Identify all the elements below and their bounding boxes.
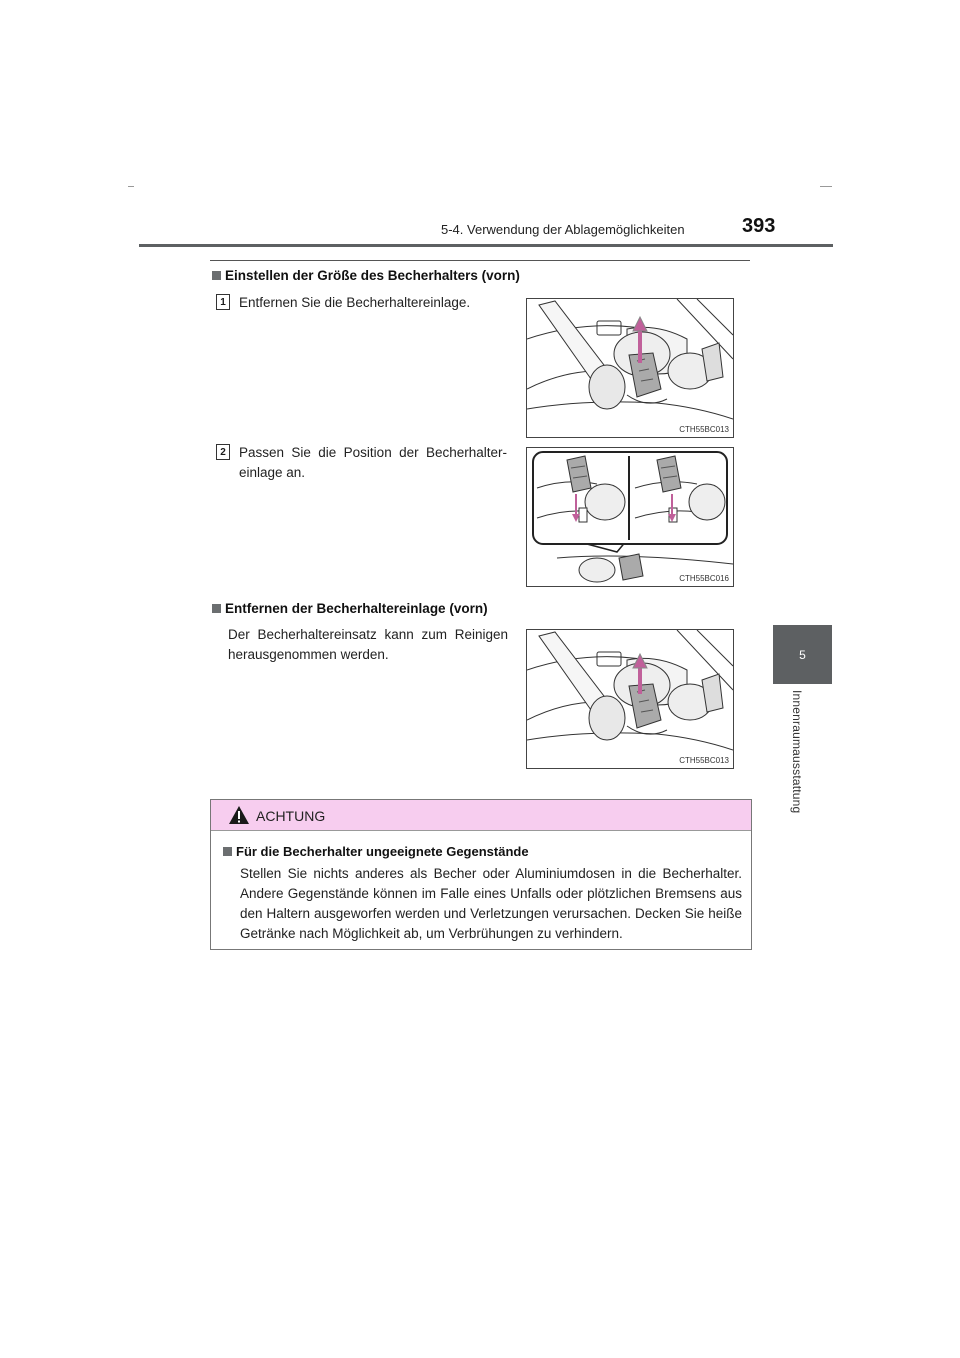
- console-illustration-icon: [527, 299, 733, 437]
- section-divider: [210, 260, 750, 261]
- step2-text: Passen Sie die Position der Becherhalter-einlage an.: [239, 445, 507, 480]
- crop-mark-right: [820, 186, 832, 187]
- figure-code-2: CTH55BC016: [679, 574, 729, 583]
- header-rule: [139, 244, 833, 247]
- figure-code-1: CTH55BC013: [679, 425, 729, 434]
- warning-box: [210, 799, 752, 950]
- section-heading-remove: Entfernen der Becherhaltereinlage (vorn): [212, 601, 488, 616]
- figure-remove-insert-clean: [526, 629, 734, 769]
- crop-mark-left: [128, 186, 134, 187]
- figure-adjust-insert: [526, 447, 734, 587]
- warning-text: Stellen Sie nichts anderes als Becher oder Aluminiumdosen in die Becherhalter. Andere Gegenstände können im Falle eines Unfalls oder plötzlichen Bremsens aus den Haltern ausgeworfen werden und Verletzungen verursachen. Decken Sie heiße Getränke nach Möglichkeit ab, um Verbrühungen zu verhindern.: [240, 866, 742, 941]
- warning-title: ACHTUNG: [256, 808, 326, 824]
- chapter-label: Innenraumausstattung: [790, 690, 804, 814]
- section2-text: Der Becherhaltereinsatz kann zum Reinigen herausgenommen werden.: [228, 627, 508, 662]
- figure-code-3: CTH55BC013: [679, 756, 729, 765]
- figure-remove-insert: [526, 298, 734, 438]
- square-bullet-icon: [223, 847, 232, 856]
- chapter-tab: [773, 625, 832, 684]
- console-adjust-illustration-icon: [527, 448, 733, 586]
- section-heading-adjust: Einstellen der Größe des Becherhalters (vorn): [212, 268, 520, 283]
- warning-header: [211, 800, 751, 831]
- square-bullet-icon: [212, 604, 221, 613]
- warning-triangle-icon: [228, 805, 250, 825]
- step1-text: Entfernen Sie die Becherhaltereinlage.: [239, 295, 471, 310]
- step-badge-2: 2: [216, 444, 230, 460]
- page-number: 393: [742, 215, 776, 237]
- console-illustration-icon: [527, 630, 733, 768]
- square-bullet-icon: [212, 271, 221, 280]
- step-badge-1: 1: [216, 294, 230, 310]
- chapter-number: 5: [799, 647, 806, 662]
- running-header-title: 5-4. Verwendung der Ablagemöglichkeiten: [441, 222, 685, 237]
- warning-subheading: Für die Becherhalter ungeeignete Gegenstände: [223, 844, 529, 859]
